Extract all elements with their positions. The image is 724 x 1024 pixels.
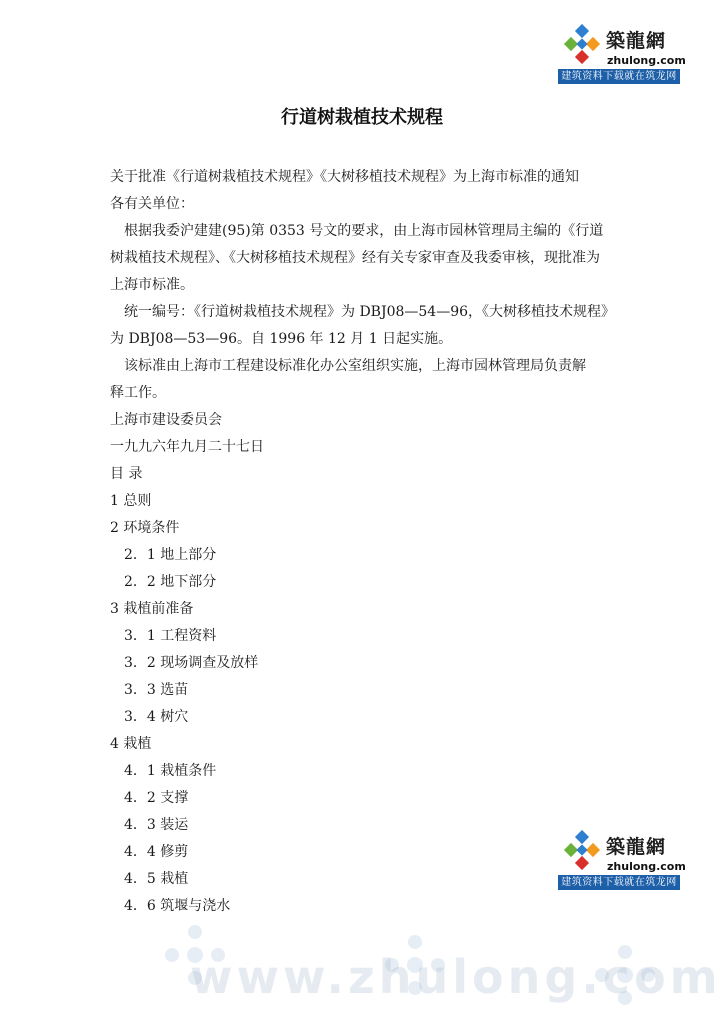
logo-banner: 建筑资料下载就在筑龙网 — [558, 875, 680, 890]
logo-brand-text: 築龍網 — [606, 30, 667, 52]
toc-subitem: 4．6 筑堰与浇水 — [124, 898, 231, 914]
logo-brand-text: 築龍網 — [606, 836, 667, 858]
notice-heading: 关于批准《行道树栽植技术规程》《大树移植技术规程》为上海市标准的通知 — [110, 169, 579, 185]
paragraph-line: 该标准由上海市工程建设标准化办公室组织实施，上海市园林管理局负责解 — [124, 358, 586, 374]
zhulong-diamond-icon — [562, 24, 602, 64]
paragraph-line: 统一编号：《行道树栽植技术规程》为 DBJ08—54—96，《大树移植技术规程》 — [124, 304, 616, 320]
document-title: 行道树栽植技术规程 — [281, 107, 443, 128]
toc-subitem: 4．3 装运 — [124, 817, 189, 833]
toc-subitem: 4．2 支撑 — [124, 790, 189, 806]
toc-subitem: 3．4 树穴 — [124, 709, 189, 725]
toc-subitem: 4．5 栽植 — [124, 871, 189, 887]
logo-banner: 建筑资料下载就在筑龙网 — [558, 69, 680, 84]
toc-item: 3 栽植前准备 — [110, 601, 194, 617]
toc-heading: 目 录 — [110, 466, 143, 482]
issuer-name: 上海市建设委员会 — [110, 412, 222, 428]
zhulong-diamond-icon — [562, 830, 602, 870]
watermark-text: www.zhulong.com — [190, 950, 722, 1004]
toc-subitem: 4．1 栽植条件 — [124, 763, 217, 779]
paragraph-line: 为 DBJ08—53—96。自 1996 年 12 月 1 日起实施。 — [110, 331, 453, 347]
logo-site-text: zhulong.com — [607, 860, 686, 873]
salutation: 各有关单位： — [110, 196, 194, 212]
paragraph-line: 上海市标准。 — [110, 277, 194, 293]
toc-subitem: 2．1 地上部分 — [124, 547, 217, 563]
toc-subitem: 4．4 修剪 — [124, 844, 189, 860]
toc-subitem: 3．2 现场调查及放样 — [124, 655, 259, 671]
zhulong-logo-top[interactable] — [558, 20, 686, 84]
issue-date: 一九九六年九月二十七日 — [110, 439, 264, 455]
toc-subitem: 3．1 工程资料 — [124, 628, 217, 644]
toc-subitem: 2．2 地下部分 — [124, 574, 217, 590]
toc-item: 1 总则 — [110, 493, 152, 509]
toc-subitem: 3．3 选苗 — [124, 682, 189, 698]
toc-item: 2 环境条件 — [110, 520, 180, 536]
paragraph-line: 根据我委沪建建(95)第 0353 号文的要求，由上海市园林管理局主编的《行道 — [124, 223, 604, 239]
zhulong-logo-bottom[interactable] — [558, 826, 686, 890]
paragraph-line: 释工作。 — [110, 385, 166, 401]
toc-item: 4 栽植 — [110, 736, 152, 752]
paragraph-line: 树栽植技术规程》、《大树移植技术规程》经有关专家审查及我委审核，现批准为 — [110, 250, 600, 266]
logo-site-text: zhulong.com — [607, 54, 686, 67]
